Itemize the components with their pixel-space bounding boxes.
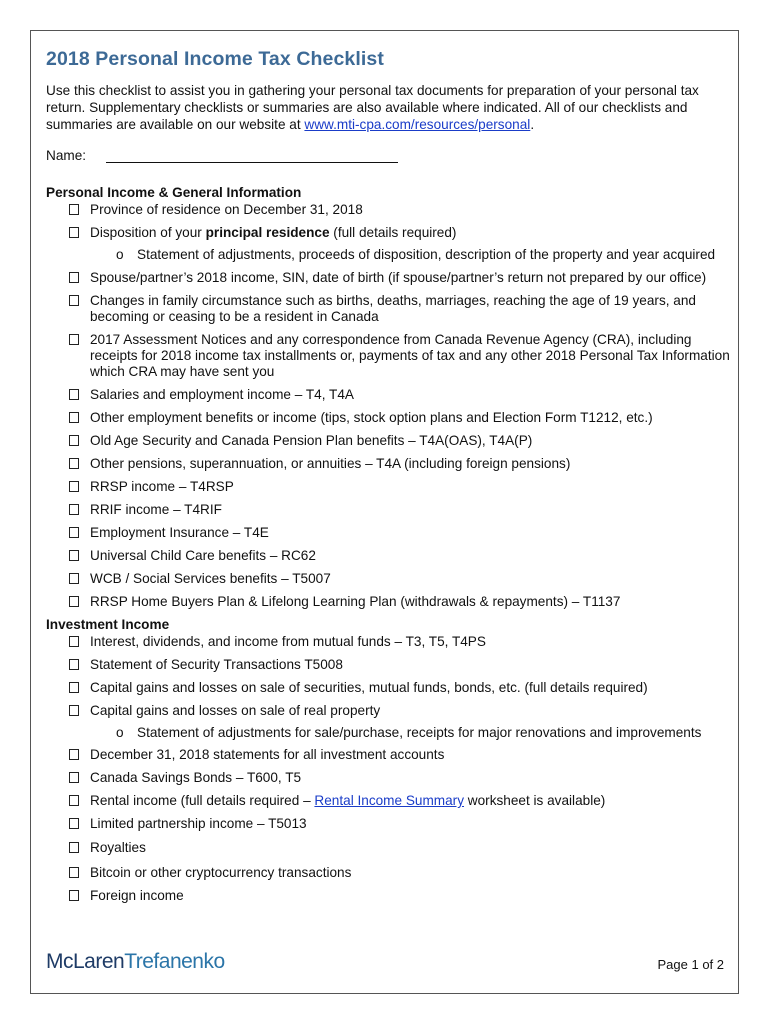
checklist-item-text: WCB / Social Services benefits – T5007	[90, 571, 331, 586]
logo-part1: McLaren	[46, 950, 125, 973]
sub-bullet: o	[116, 725, 124, 740]
checkbox[interactable]	[69, 412, 79, 423]
name-label: Name:	[46, 148, 87, 163]
checkbox[interactable]	[69, 867, 79, 878]
checkbox[interactable]	[69, 334, 79, 345]
checklist-item-text: Spouse/partner’s 2018 income, SIN, date of birth (if spouse/partner’s return not prepared by our office)	[90, 270, 707, 285]
checkbox[interactable]	[69, 435, 79, 446]
checklist-item	[46, 332, 736, 380]
item-text-bold: principal residence	[205, 225, 330, 240]
checklist-item	[46, 657, 736, 673]
checklist-item-text: Salaries and employment income – T4, T4A	[90, 387, 354, 402]
section-title: Investment Income	[46, 617, 170, 632]
checklist	[46, 634, 736, 904]
checkbox[interactable]	[69, 527, 79, 538]
checklist-item-text: Capital gains and losses on sale of securities, mutual funds, bonds, etc. (full details required)	[90, 680, 648, 695]
checklist-item	[46, 793, 736, 809]
checklist-item-text: Employment Insurance – T4E	[90, 525, 269, 540]
checklist-item-text: Universal Child Care benefits – RC62	[90, 548, 316, 563]
checkbox[interactable]	[69, 842, 79, 853]
name-row	[46, 148, 736, 163]
checklist-item	[46, 293, 736, 325]
checklist-item	[46, 865, 736, 881]
checklist-item	[46, 456, 736, 472]
checklist-sections	[46, 185, 736, 904]
section-1	[46, 617, 736, 904]
checklist-item-text	[90, 225, 736, 241]
checkbox[interactable]	[69, 272, 79, 283]
rental-summary-link[interactable]: Rental Income Summary	[314, 793, 465, 808]
checklist-item-text: December 31, 2018 statements for all investment accounts	[90, 747, 445, 762]
checkbox[interactable]	[69, 504, 79, 515]
checkbox[interactable]	[69, 795, 79, 806]
checklist-item	[46, 770, 736, 786]
checkbox[interactable]	[69, 596, 79, 607]
checklist-item-text: Royalties	[90, 840, 146, 855]
checklist-item-text: Capital gains and losses on sale of real property	[90, 703, 381, 718]
checklist-item-text: Bitcoin or other cryptocurrency transactions	[90, 865, 352, 880]
checklist-item-text: Statement of Security Transactions T5008	[90, 657, 343, 672]
checklist-item-text: Other employment benefits or income (tips, stock option plans and Election Form T1212, etc.)	[90, 410, 653, 425]
checklist-item	[46, 410, 736, 426]
website-link[interactable]: www.mti-cpa.com/resources/personal	[304, 117, 531, 132]
checklist-item-text: Changes in family circumstance such as births, deaths, marriages, reaching the age of 19 years, and becoming or ceasing to be a resident in Canada	[90, 293, 696, 324]
item-text-post: worksheet is available)	[464, 793, 606, 808]
checkbox[interactable]	[69, 481, 79, 492]
checklist-item-text: Province of residence on December 31, 2018	[90, 202, 363, 217]
item-text-pre: Disposition of your	[90, 225, 206, 240]
section-title: Personal Income & General Information	[46, 185, 302, 200]
intro-text: Use this checklist to assist you in gathering your personal tax documents for preparation of your personal tax return. Supplementary checklists or summaries are also available where indicated. All of our checklists and summaries are available on our website at	[46, 83, 699, 132]
checkbox[interactable]	[69, 749, 79, 760]
checklist-item	[46, 502, 736, 518]
document-body	[46, 48, 736, 904]
checklist-item	[46, 433, 736, 449]
checkbox[interactable]	[69, 389, 79, 400]
checklist-item-text: RRSP Home Buyers Plan & Lifelong Learning Plan (withdrawals & repayments) – T1137	[90, 594, 621, 609]
checklist-item-text	[90, 793, 736, 809]
checklist-item	[46, 680, 736, 696]
sub-bullet: o	[116, 247, 124, 262]
checklist-item-text: Foreign income	[90, 888, 184, 903]
name-field[interactable]	[106, 150, 398, 163]
checklist-item	[46, 816, 736, 832]
checklist-item-text: Other pensions, superannuation, or annuities – T4A (including foreign pensions)	[90, 456, 571, 471]
checklist-item	[46, 270, 736, 286]
checklist-item-text: Old Age Security and Canada Pension Plan benefits – T4A(OAS), T4A(P)	[90, 433, 533, 448]
checklist-item-text: Limited partnership income – T5013	[90, 816, 307, 831]
checklist-item	[46, 703, 736, 719]
checklist-item	[46, 387, 736, 403]
checkbox[interactable]	[69, 818, 79, 829]
checklist-item	[46, 571, 736, 587]
checklist-item-text: RRSP income – T4RSP	[90, 479, 234, 494]
checkbox[interactable]	[69, 636, 79, 647]
checklist-item	[46, 594, 736, 610]
sub-item-text: Statement of adjustments for sale/purchase, receipts for major renovations and improvements	[137, 725, 702, 740]
checklist-item	[46, 634, 736, 650]
checklist-item-text: 2017 Assessment Notices and any correspondence from Canada Revenue Agency (CRA), including receipts for 2018 income tax installments or, payments of tax and any other 2018 Personal Tax Information which CRA may have sent you	[90, 332, 730, 379]
logo-part2: Trefanenko	[124, 950, 225, 973]
checklist-item-text: RRIF income – T4RIF	[90, 502, 222, 517]
item-text-post: (full details required)	[329, 225, 457, 240]
section-0	[46, 185, 736, 610]
sub-item-text: Statement of adjustments, proceeds of disposition, description of the property and year acquired	[137, 247, 716, 262]
checkbox[interactable]	[69, 204, 79, 215]
checkbox[interactable]	[69, 458, 79, 469]
page-title: 2018 Personal Income Tax Checklist	[46, 48, 384, 70]
checkbox[interactable]	[69, 705, 79, 716]
checkbox[interactable]	[69, 682, 79, 693]
sub-item	[46, 725, 736, 741]
checklist-item	[46, 202, 736, 218]
checklist-item	[46, 225, 736, 241]
checklist-item	[46, 548, 736, 564]
checklist-item	[46, 840, 736, 856]
checklist-item	[46, 888, 736, 904]
checklist-item	[46, 525, 736, 541]
intro-end: .	[530, 117, 535, 132]
checkbox[interactable]	[69, 890, 79, 901]
checklist-item-text: Canada Savings Bonds – T600, T5	[90, 770, 302, 785]
page-number: Page 1 of 2	[657, 957, 724, 972]
checkbox[interactable]	[69, 227, 79, 238]
checklist	[46, 202, 736, 610]
checkbox[interactable]	[69, 659, 79, 670]
checklist-item	[46, 747, 736, 763]
checkbox[interactable]	[69, 550, 79, 561]
checkbox[interactable]	[69, 295, 79, 306]
intro-paragraph	[46, 82, 736, 133]
item-text-pre: Rental income (full details required –	[90, 793, 315, 808]
checklist-item-text: Interest, dividends, and income from mutual funds – T3, T5, T4PS	[90, 634, 486, 649]
company-logo	[46, 950, 225, 974]
checkbox[interactable]	[69, 772, 79, 783]
checkbox[interactable]	[69, 573, 79, 584]
sub-item	[46, 247, 736, 263]
checklist-item	[46, 479, 736, 495]
